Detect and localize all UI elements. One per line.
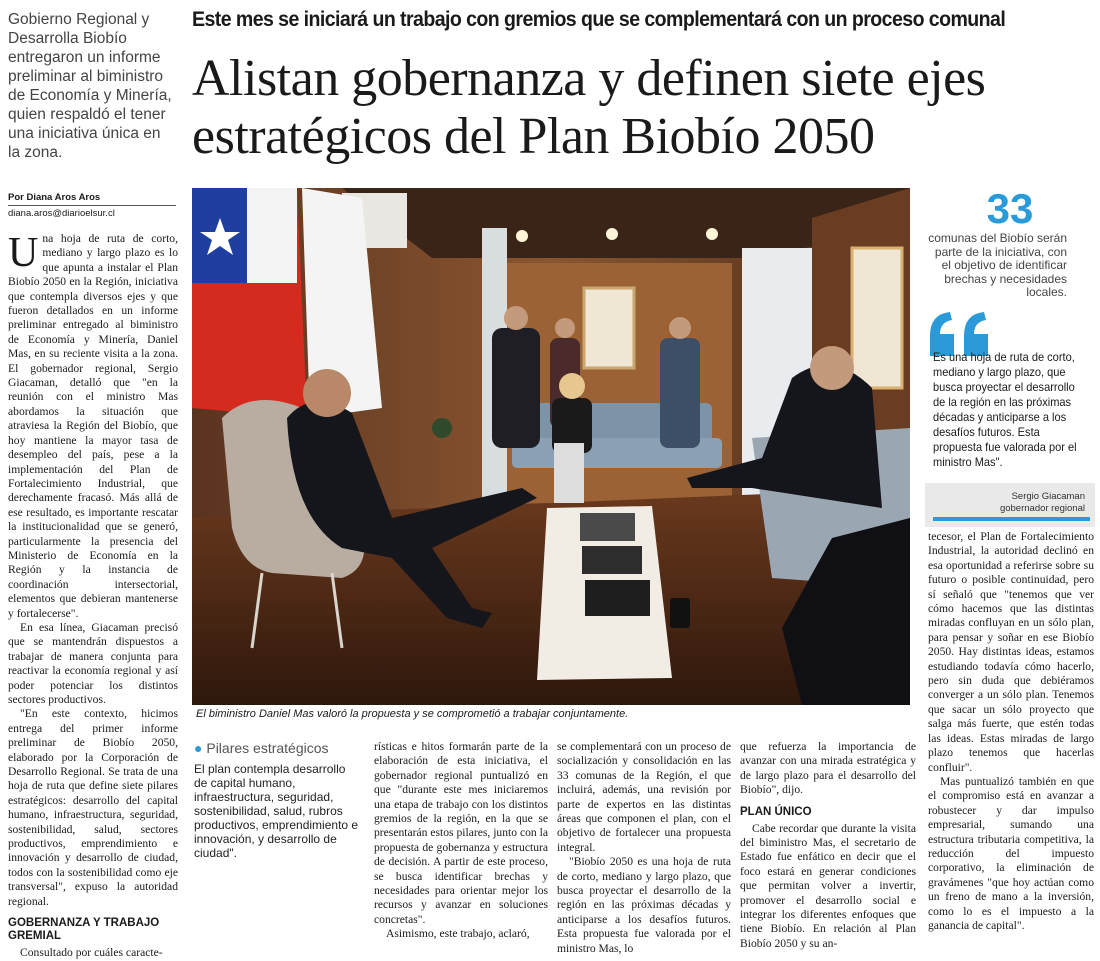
article-column-1 — [8, 230, 178, 960]
pull-quote: Es una hoja de ruta de corto, mediano y largo plazo, que busca proyectar el desarrollo de la región en las próximas décadas y anticiparse a los desafíos futuros. Esta propuesta fue valorada por el ministro Mas". — [933, 350, 1077, 469]
main-headline: Alistan gobernanza y definen siete ejes estratégicos del Plan Biobío 2050 — [192, 50, 986, 165]
bullet-icon: ● — [194, 740, 207, 756]
section-subhead: PLAN ÚNICO — [740, 805, 812, 818]
pilares-title-text: Pilares estratégicos — [206, 740, 329, 756]
pilares-box — [192, 740, 362, 860]
paragraph: Asimismo, este trabajo, aclaró, — [386, 927, 530, 941]
paragraph: rísticas e hitos formarán parte de la elaboración de esta iniciativa, el gobernador regional puntualizó en que "durante este mes iniciaremos una etapa de trabajo con los distintos gremios de la región, en la que se presentarán estos pilares, junto con la propuesta de gobernanza y estructura de decisión. A partir de este proceso, se busca identificar brechas y necesidades para orientar mejor los recursos y avanzar en soluciones concretas". — [374, 740, 548, 926]
paragraph: que refuerza la importancia de avanzar con una mirada estratégica y de largo plazo para el desarrollo del Biobío", dijo. — [740, 740, 916, 797]
article-column-2 — [374, 740, 548, 952]
photo-caption: El biministro Daniel Mas valoró la propuesta y se comprometió a trabajar conjuntamente. — [196, 708, 629, 720]
drop-cap: U — [8, 230, 39, 276]
article-photo — [192, 188, 910, 705]
paragraph: "En este contexto, hicimos entrega del primer informe preliminar de Biobío 2050, elaborado por la Corporación de Desarrollo Regional. Se trata de una hoja de ruta que define siete pilares estratégicos: desarrollo del capital humano, infraestructura, seguridad, sostenibilidad, salud, sectores productivos, emprendimiento e innovación y desarrollo de ciudad, todos con la sostenibilidad como eje transversal", expuso la autoridad regional. — [8, 707, 178, 908]
paragraph: En esa línea, Giacaman precisó que se mantendrán dispuestos a trabajar de manera conjunta para reactivar la economía regional y así poder potenciar los distintos sectores productivos. — [8, 620, 178, 706]
accent-bar — [933, 517, 1090, 521]
kicker-headline: Este mes se iniciará un trabajo con gremios que se complementará con un proceso comunal — [192, 8, 1006, 31]
meeting-room-image — [192, 188, 910, 705]
paragraph-text: na hoja de ruta de corto, mediano y largo plazo es lo que apunta a instalar el Plan Biobío 2050 en la Región, iniciativa que contempla diversos ejes y que fueron detallados en un informe preliminar entregado al biministro de Economía y Minería, Daniel Mas, en su reciente visita a la zona. El gobernador regional, Sergio Giacaman, detalló que "en la reunión con el ministro Mas abordamos la situación que atraviesa la Región del Biobío, que hoy mantiene la mayor tasa de desempleo del país, pese a la implementación del Plan de Fortalecimiento Industrial, que derechamente fracasó. Más allá de ese resultado, es importante rescatar la institucionalidad que se generó, particularmente la presencia del Ministerio de Economía en la Región y la instancia de coordinación intersectorial, elementos que debieran mantenerse y fortalecerse". — [8, 232, 178, 620]
paragraph: Consultado por cuáles caracte- — [20, 946, 163, 960]
pilares-text: El plan contempla desarrollo de capital humano, infraestructura, seguridad, sostenibilidad, salud, rubros productivos, emprendimiento e innovación, y desarrollo de ciudad". — [194, 762, 359, 860]
stat-description: comunas del Biobío serán parte de la iniciativa, con el objetivo de identificar brechas y necesidades locales. — [928, 231, 1067, 299]
pilares-title — [192, 740, 362, 756]
quote-author: Sergio Giacaman — [1011, 491, 1085, 502]
paragraph: Mas puntualizó también en que el compromiso está en avanzar a robustecer y dar impulso empresarial, sumando una estructura tributaria competitiva, la reducción del impuesto corporativo, la eliminación de gravámenes "que hoy actúan como un freno de mano a la inversión, como lo es el impuesto a la ganancia de capital". — [928, 774, 1094, 932]
paragraph: "Biobío 2050 es una hoja de ruta de corto, mediano y largo plazo, que busca proyectar el desarrollo de la región en las próximas décadas y anticiparse a los desafíos futuros. Esta propuesta fue valorada por el ministro Mas, lo — [557, 855, 731, 955]
stat-number: 33 — [986, 185, 1034, 232]
byline: Por Diana Aros Aros — [8, 192, 176, 206]
section-subhead: GOBERNANZA Y TRABAJO GREMIAL — [8, 917, 160, 943]
author-email[interactable]: diana.aros@diarioelsur.cl — [8, 208, 115, 219]
quote-author-role: gobernador regional — [999, 503, 1085, 514]
paragraph — [8, 232, 178, 621]
paragraph: se complementará con un proceso de socialización y consolidación en las 33 comunas de la Región, el que incluirá, además, una revisión por parte de expertos en las distintas áreas que componen el plan, con el objetivo de fortalecer una propuesta integral. — [557, 740, 731, 854]
article-column-3 — [557, 740, 731, 955]
article-column-4 — [740, 740, 916, 952]
article-lead: Gobierno Regional y Desarrolla Biobío entregaron un informe preliminar al biministro de Economía y Minería, quien respaldó el tener una iniciativa única en la zona. — [8, 11, 172, 161]
paragraph: tecesor, el Plan de Fortalecimiento Industrial, la autoridad declinó en esa oportunidad a referirse sobre su futuro o posible continuidad, pero sí señaló que "tenemos que ver cómo hacemos que las distintas miradas confluyan en un sólo plan, para pensar y soñar en ese Biobío 2050. Hay distintas ideas, estamos estudiando todavía cómo hacerlo, pero sin duda que debiéramos converger a un sólo plan. Tenemos que sacar un sólo proyecto que salga más fuerte, que estén todas las ideas. Estas miradas de largo plazo tenemos que hacerlas confluir". — [928, 530, 1094, 774]
paragraph: Cabe recordar que durante la visita del biministro Mas, el secretario de Estado fue enfático en decir que el foco estará en generar condiciones que permitan volver a invertir, promover el desarrollo social e integrar los diferentes enfoques que tiene Biobío. En relación al Plan Biobío 2050 y su an- — [740, 821, 916, 950]
article-column-5 — [928, 530, 1094, 950]
